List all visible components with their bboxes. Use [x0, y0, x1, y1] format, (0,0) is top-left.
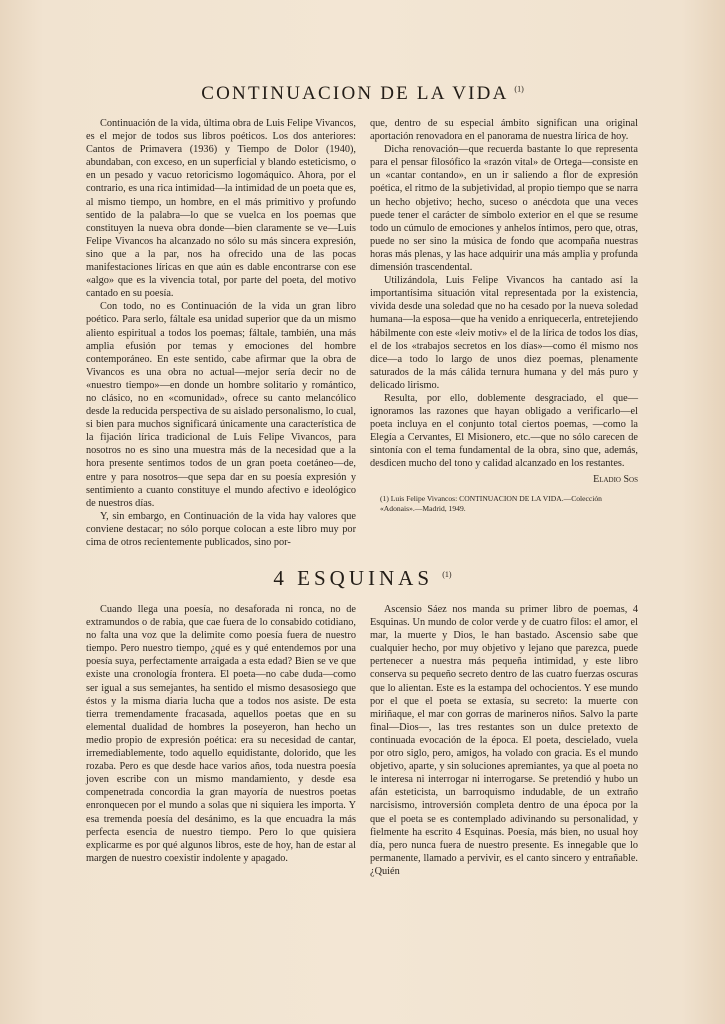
article1-column-left: [86, 117, 356, 549]
footnote: (1) Luis Felipe Vivancos: CONTINUACION DE LA VIDA.—Colección «Adonais».—Madrid, 1949.: [380, 493, 602, 513]
paragraph: Ascensio Sáez nos manda su primer libro de poemas, 4 Esquinas. Un mundo de color verde y de cuatro filos: el amor, el mar, la muerte y Dios, le han bastado. Ascensio sabe que cualquier hecho, por muy objetivo y lejano que parezca, puede pertenecer a nuestra más pequeña intimidad, y este libro conserva su pequeño secreto dentro de las cuatro fuerzas oscuras que lo alientan. Este es la estampa del ochocientos. Y ese mundo por el que el poeta se extasía, su secreto: la muerte con miriñaque, el mar con gorras de marineros niños. Salvo la parte final—Dios—, las tres restantes son un dulce pretexto de continuada evocación de la época. El poeta, descielado, vuela por otro siglo, pero, amigos, ha volado con gracia. Es el mundo objetivo, aparte, y sin soluciones apremiantes, ya que al poeta no le interesa ni interrogar ni interrogarse. Se pretendió y hubo un afán esteticista, un barroquismo indudable, de un extraño narcisismo, introversión completa dentro de una época por la que el poeta se es contemplado adivinando su personalidad, y fielmente ha escrito 4 Esquinas. Poesía, más bien, no usual hoy día, pero nunca fuera de nuestro presente. Es innegable que lo permanente, llamado a pervivir, es el canto sincero y entrañable. ¿Quién: [370, 604, 638, 877]
paragraph: que, dentro de su especial ámbito significan una original aportación renovadora en el panorama de nuestra lírica de hoy.: [370, 118, 638, 143]
article-title-continuacion: CONTINUACION DE LA VIDA $^{(1)}$: [201, 83, 524, 104]
article2-column-left: [86, 603, 356, 865]
article2-column-right: [370, 603, 638, 878]
paragraph: Con todo, no es Continuación de la vida un gran libro poético. Para serlo, fáltale esa unidad superior que da un mismo aliento espiritual a todos los poemas; fáltale, también, una más amplia efusión por temas y emociones del hombre contemporáneo. En este sentido, cabe afirmar que la obra de Vivancos es una obra no actual—mejor sería decir no de «nuestro tiempo»—en donde un hombre solitario y romántico, no clásico, no en «comunidad», ofrece su canto melancólico desde la reducida perspectiva de su aislado personalismo, lo cual, si bien para muchos significará únicamente una característica de la fijación lírica tradicional de Luis Felipe Vivancos, para nosotros no es sino una muestra más de la necesidad que a la hora presente sentimos todos de un gran poeta coetáneo—de, entre y para nosotros—que sepa dar en su poesía expresión y sentimiento a cuanto constituye el mundo afectivo e ideológico de nuestros días.: [86, 301, 356, 509]
paragraph: Resulta, por ello, doblemente desgraciado, el que—ignoramos las razones que hayan obligado a verificarlo—el poeta incluya en el conjunto total ciertos poemas, —como la Elegía a Cervantes, El Misionero, etc.—que no sólo carecen de sintonía con el tema fundamental de la obra, sino que, además, desdicen mucho del tono y calidad alcanzado en los restantes.: [370, 392, 638, 470]
paragraph: Dicha renovación—que recuerda bastante lo que representa para el pensar filosófico la «razón vital» de Ortega—consiste en un «cantar contando», en un ir saliendo a flor de expresión poética, el ritmo de la subjetividad, al propio tiempo que se narra un hecho objetivo; hecho, suceso o anécdota que una veces puede tener el carácter de símbolo exterior en el que se resume todo un cúmulo de emociones y anhelos íntimos, pero que, otras, puede no ser sino la música de fondo que acompaña nuestras horas más plenas, y las hace adquirir una más amplia y profunda dimensión trascendental.: [370, 144, 638, 274]
paragraph: Utilizándola, Luis Felipe Vivancos ha cantado así la importantísima situación vital representada por la existencia, vivida desde una soledad que no ha cesado por la nueva soledad humana—la esposa—que ha venido a enriquecerla, entretejiendo hábilmente con este «leiv motiv» el de la lírica de todos los días, el de los «trabajos secretos en los días»—como él mismo nos dice—a todo lo largo de unos diez poemas, plenamente saturados de la más cálida ternura humana y del más puro y delicado lirismo.: [370, 275, 638, 391]
paragraph: Continuación de la vida, última obra de Luis Felipe Vivancos, es el mejor de todos sus libros poéticos. Los dos anteriores: Cantos de Primavera (1936) y Tiempo de Dolor (1940), abundaban, con exceso, en un superficial y blando esteticismo, o en un pesado y vacuo retoricismo logomáquico. Ahora, por el contrario, es una rica intimidad—la intimidad de un poeta que es, al mismo tiempo, un hombre, en el más primitivo y profundo sentido de la palabra—lo que se vuelca en los poemas que constituyen la nueva obra donde—bien claramente se ve—Luis Felipe Vivancos ha alcanzado no sólo su más sincera expresión, sino que a la par, nos ha ofrecido una de las pocas manifestaciones líricas en que aún es dable encontrarse con ese «algo» que es la vivencia total, por parte del poeta, del motivo cantado en su poesía.: [86, 118, 356, 300]
title-footnote-marker: (1): [514, 84, 524, 94]
author-signature: Eladio Sos: [593, 473, 638, 485]
paragraph: Cuando llega una poesía, no desaforada ni ronca, no de extramundos o de rabia, que cae fuera de lo consabido cotidiano, no falta una voz que la delimite como poesía fuera de nuestro tiempo. Pero nuestro tiempo, ¿qué es y qué entendemos por una poesía suya, perfectamente arraigada a esta edad? Bien se ve que existe una cronología frontera. El poeta—no cabe duda—como ser igual a sus semejantes, ha sentido el mismo desasosiego que éstos y la misma diaria lucha que a todos nos asiste. De esta tierra tremendamente fracasada, aquellos poetas que en su elemental dualidad de hombres la poseyeron, han hecho un medio propio de expresión poética: era su necesidad de cantar, irremediablemente, todo aquello equidistante, dolorido, que les rozaba. Pero es que desde hace varios años, toda nuestra poesía joven escribe con un mismo mandamiento, y desde esa compenetrada concordia la gran mayoría de nuestros poetas enronquecen por el mundo a solas que ni siquiera les importa. Y esa tremenda poesía del desánimo, es la que encuadra la más perfecta esencia de nuestro tiempo. Pero lo que quisiera explicarme es por qué algunos libros, este de hoy, han de estar al margen de nuestro coexistir indolente y apagado.: [86, 604, 356, 864]
article-title-esquinas: 4 ESQUINAS $^{(1)}$: [273, 566, 452, 590]
article1-column-right: [370, 117, 638, 514]
title-footnote-marker: (1): [442, 570, 452, 579]
paragraph: Y, sin embargo, en Continuación de la vida hay valores que conviene destacar; no sólo porque colocan a este libro muy por cima de otros recientemente publicados, sino por-: [86, 510, 356, 548]
